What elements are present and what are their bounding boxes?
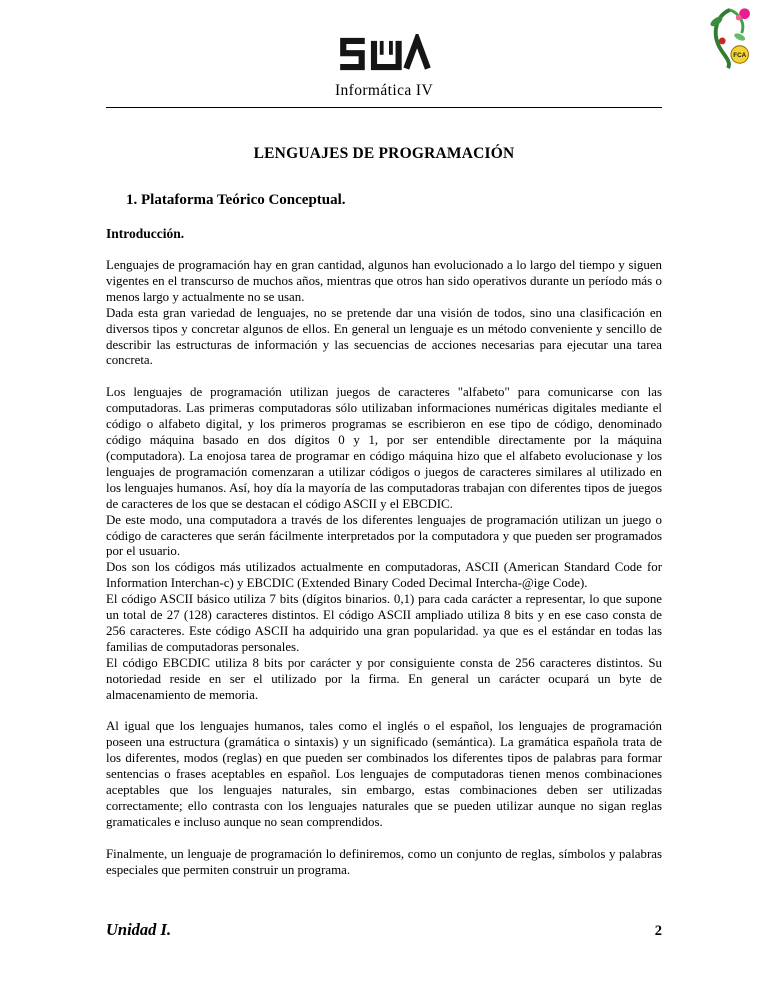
section-heading: 1. Plataforma Teórico Conceptual. [126, 192, 346, 208]
paragraph-group [106, 385, 662, 703]
course-name: Informática IV [334, 82, 434, 99]
footer-unit-label: Unidad I. [106, 920, 172, 939]
page-footer [106, 920, 662, 940]
page-title: LENGUAJES DE PROGRAMACIÓN [253, 145, 515, 162]
header-divider [106, 107, 662, 108]
paragraph: Lenguajes de programación hay en gran cantidad, algunos han evolucionado a lo largo del tiempo y siguen vigentes en el transcurso de muchos años, mientras que otros han sido operativos durante un período más o menos largo y actualmente no se usan. [106, 258, 662, 304]
fca-badge-label: FCA [733, 51, 747, 59]
paragraph-group [106, 258, 662, 369]
paragraph: El código ASCII básico utiliza 7 bits (dígitos binarios. 0,1) para cada carácter a representar, lo que supone un total de 27 (128) caracteres distintos. El código ASCII ampliado utiliza 8 bits y en ese caso consta de 256 caracteres. Este código ASCII ha adquirido una gran popularidad. ya que es el estándar en todas las familias de computadoras personales. [106, 592, 662, 654]
paragraph: De este modo, una computadora a través de los diferentes lenguajes de programación utilizan un juego o código de caracteres que serán fácilmente interpretados por la computadora y que pueden ser programados por el usuario. [106, 512, 662, 559]
paragraph: Dos son los códigos más utilizados actualmente en computadoras, ASCII (American Standard Code for Information Interchan-c) y EBCDIC (Extended Binary Coded Decimal Intercha-@ige Code). [106, 560, 662, 591]
page-number: 2 [654, 923, 662, 939]
paragraph-group [106, 847, 662, 879]
fca-emblem-graphic [700, 4, 760, 72]
paragraph: Finalmente, un lenguaje de programación lo definiremos, como un conjunto de reglas, símbolos y palabras especiales que permiten construir un programa. [106, 846, 662, 877]
sua-logo-icon [334, 34, 434, 74]
paragraph: Al igual que los lenguajes humanos, tales como el inglés o el español, los lenguajes de programación poseen una estructura (gramática o sintaxis) y un significado (semántica). La gramática española trata de los diferentes, modos (reglas) en que pueden ser combinados los diferentes tipos de palabras para formar sentencias o frases aceptables en español. Los lenguajes de computadoras tienen menos combinaciones aceptables que los lenguajes naturales, sin embargo, estas combinaciones deben ser utilizadas correctamente; ello contrasta con los lenguajes naturales que se pueden utilizar aunque no sigan reglas gramaticales e incluso aunque no sean comprendidos. [106, 719, 662, 829]
body-text [106, 258, 662, 879]
intro-heading: Introducción. [106, 226, 185, 241]
paragraph: Dada esta gran variedad de lenguajes, no se pretende dar una visión de todos, sino una clasificación en diversos tipos y concretar algunos de ellos. En general un lenguaje es un método conveniente y sencillo de describir las estructuras de información y las secuencias de acciones necesarias para ejecutar una tarea concreta. [106, 305, 662, 368]
paragraph: El código EBCDIC utiliza 8 bits por carácter y por consiguiente consta de 256 caracteres distintos. Su notoriedad reside en ser el utilizado por la firma. En general un carácter ocupará un byte de almacenamiento de memoria. [106, 655, 662, 702]
paragraph-group [106, 719, 662, 830]
fca-emblem [700, 4, 760, 72]
paragraph: Los lenguajes de programación utilizan juegos de caracteres "alfabeto" para comunicarse con las computadoras. Las primeras computadoras sólo utilizaban informaciones numéricas digitales mediante el código o alfabeto digital, y los primeros programas se escribieron en ese tipo de código, denominado código máquina basado en dos dígitos 0 y 1, por ser entendible directamente por la máquina (computadora). La enojosa tarea de programar en código máquina hizo que el alfabeto evolucionase y los lenguajes de programación comenzaran a utilizar códigos o juegos de caracteres similares al utilizado en los lenguajes humanos. Así, hoy día la mayoría de las computadoras trabajan con diferentes tipos de juegos de caracteres de los que se destacan el código ASCII y el EBCDIC. [106, 385, 662, 511]
page-header [0, 0, 768, 108]
document-body [106, 145, 662, 879]
